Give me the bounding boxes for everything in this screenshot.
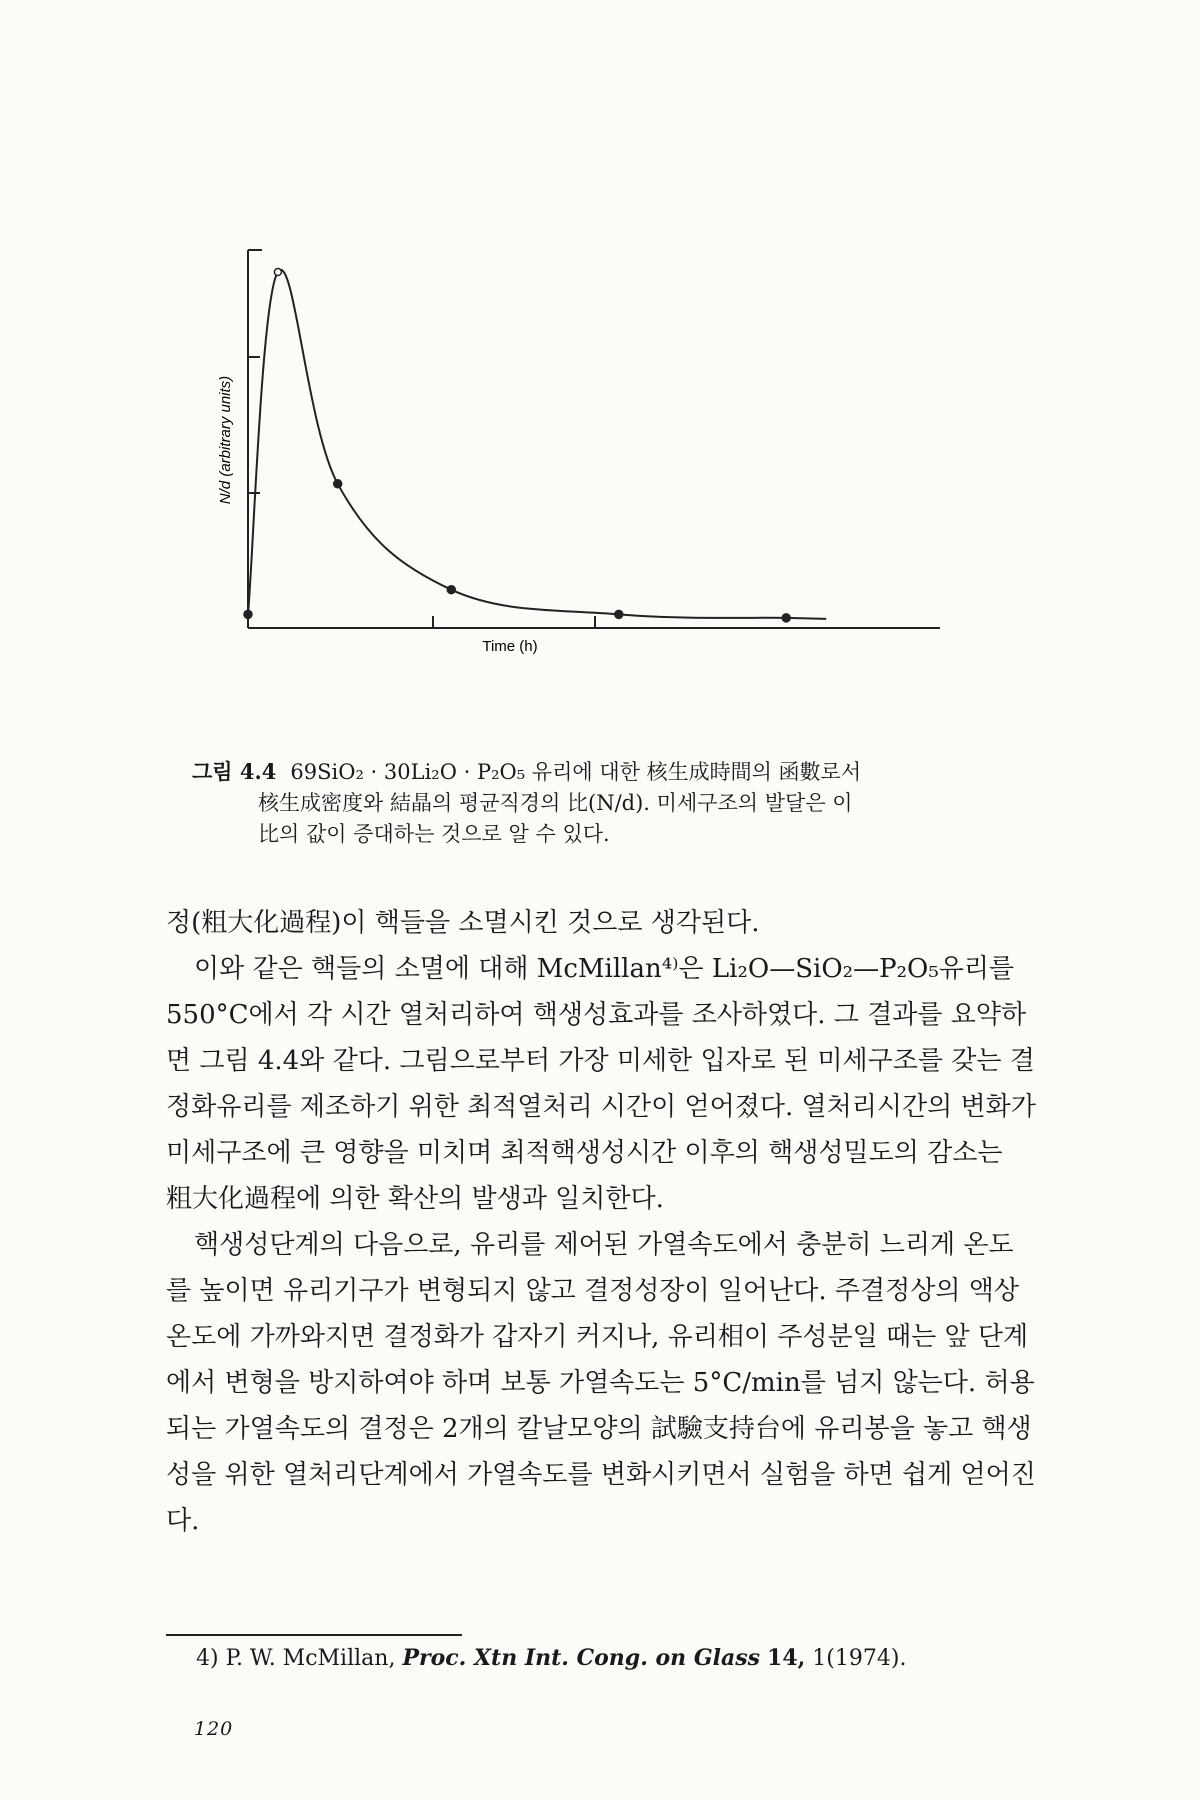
figure-caption <box>192 756 1012 850</box>
series-line <box>248 270 826 619</box>
data-point <box>782 614 790 622</box>
footnote-pages: 1(1974). <box>812 1646 907 1671</box>
footnote-source: Proc. Xtn Int. Cong. on Glass <box>402 1645 761 1671</box>
plot-area <box>244 269 826 622</box>
footnote-volume: 14, <box>767 1645 806 1671</box>
body-text <box>166 900 1036 1544</box>
footnote <box>196 1642 1036 1675</box>
caption-text-1: 69SiO₂ · 30Li₂O · P₂O₅ 유리에 대한 核生成時間의 函數로서 <box>290 760 862 784</box>
paragraph: 이와 같은 핵들의 소멸에 대해 McMillan⁴⁾은 Li₂O—SiO₂—P₂O₅유리를 550°C에서 각 시간 열처리하여 핵생성효과를 조사하였다. 그 결과를 요약하면 그림 4.4와 같다. 그림으로부터 가장 미세한 입자로 된 미세구조를 갖는 결정화유리를 제조하기 위한 최적열처리 시간이 얻어졌다. 열처리시간의 변화가 미세구조에 큰 영향을 미치며 최적핵생성시간 이후의 핵생성밀도의 감소는 粗大化過程에 의한 확산의 발생과 일치한다. <box>166 954 1036 1214</box>
footnote-separator <box>166 1634 462 1636</box>
footnote-mark: 4) <box>196 1646 219 1671</box>
caption-line-2: 核生成密度와 結晶의 평균직경의 比(N/d). 미세구조의 발달은 이 <box>258 791 853 815</box>
paragraph-continuation: 정(粗大化過程)이 핵들을 소멸시킨 것으로 생각된다. <box>166 908 760 938</box>
footnote-author: P. W. McMillan, <box>225 1646 396 1671</box>
x-axis-label: Time (h) <box>482 638 538 655</box>
y-axis-label: N/d (arbitrary units) <box>217 375 234 505</box>
data-point <box>334 480 342 488</box>
caption-line-3: 比의 값이 증대하는 것으로 알 수 있다. <box>258 822 610 846</box>
caption-line-1 <box>192 756 1012 788</box>
figure-chart <box>217 240 970 760</box>
page-number: 120 <box>194 1718 234 1740</box>
data-point <box>615 610 623 618</box>
paragraph: 핵생성단계의 다음으로, 유리를 제어된 가열속도에서 충분히 느리게 온도를 높이면 유리기구가 변형되지 않고 결정성장이 일어난다. 주결정상의 액상온도에 가까와지면 결정화가 갑자기 커지나, 유리相이 주성분일 때는 앞 단계에서 변형을 방지하여야 하며 보통 가열속도는 5°C/min를 넘지 않는다. 허용되는 가열속도의 결정은 2개의 칼날모양의 試驗支持台에 유리봉을 놓고 핵생성을 위한 열처리단계에서 가열속도를 변화시키면서 실험을 하면 쉽게 얻어진다. <box>166 1230 1036 1536</box>
caption-label: 그림 4.4 <box>192 759 277 784</box>
data-point <box>244 610 252 618</box>
data-point <box>274 269 281 276</box>
data-point <box>447 586 455 594</box>
